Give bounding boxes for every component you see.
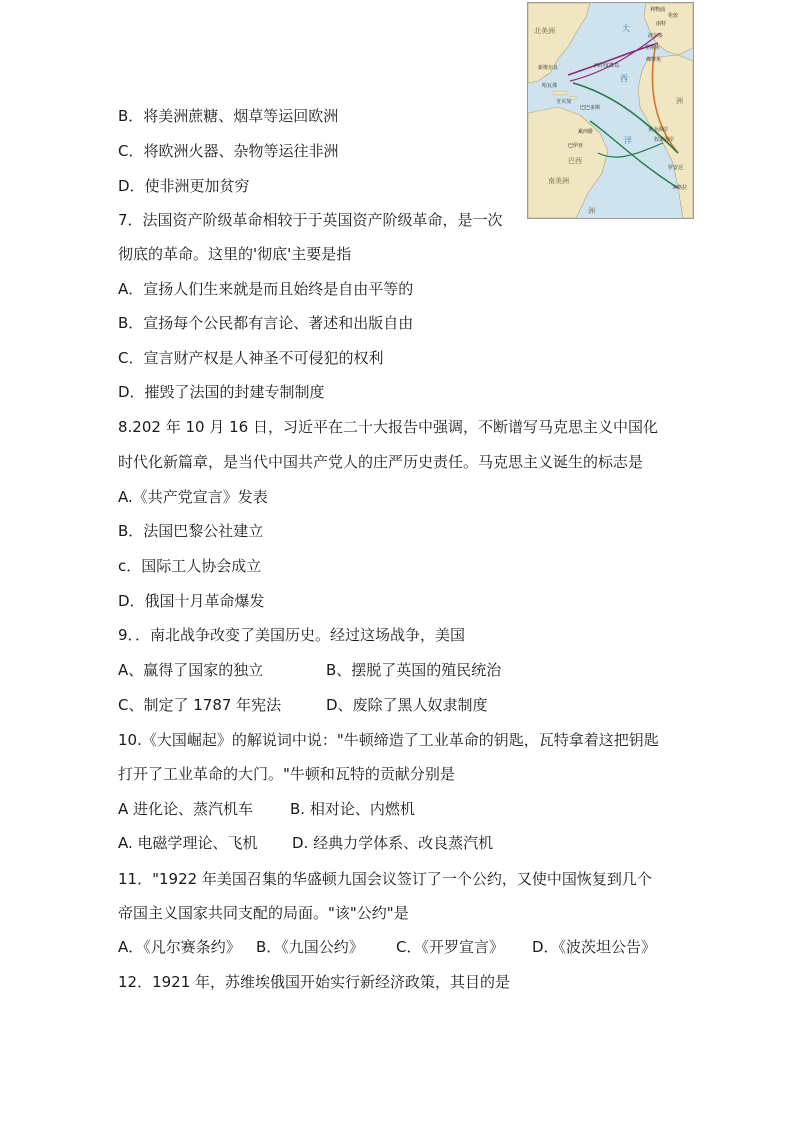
q11-stem-line1: 11．"1922 年美国召集的华盛顿九国会议签订了一个公约，又使中国恢复到几个 [118, 870, 652, 888]
map-place-label: 波尔多 [648, 33, 664, 39]
q7-option-b: B．宣扬每个公民都有言论、著述和出版自由 [118, 314, 414, 332]
q10-stem-line2: 打开了工业革命的大门。"牛顿和瓦特的贡献分别是 [118, 765, 455, 783]
map-place-label: 哈瓦那 [542, 83, 558, 89]
q11-option-d: D．《波茨坦公告》 [532, 938, 657, 956]
q11-option-a: A．《凡尔赛条约》 [118, 938, 241, 956]
map-place-label: 黄金海岸 [648, 127, 669, 133]
q8-stem-line1: 8.202 年 10 月 16 日，习近平在二十大报告中强调，不断谱写马克思主义中国化 [118, 418, 658, 436]
q11-stem-line2: 帝国主义国家共同支配的局面。"该"公约"是 [118, 904, 409, 922]
q8-option-c: c．国际工人协会成立 [118, 557, 262, 575]
q6-option-d: D．使非洲更加贫穷 [118, 177, 250, 195]
map-place-label: 伦敦 [668, 13, 679, 19]
q7-stem-line1: 7．法国资产阶级革命相较于于英国资产阶级革命，是一次 [118, 211, 503, 229]
q8-stem-line2: 时代化新篇章，是当代中国共产党人的庄严历史责任。马克思主义诞生的标志是 [118, 453, 644, 471]
map-place-label: 罗安达 [668, 165, 684, 171]
q11-option-b: B．《九国公约》 [256, 938, 364, 956]
q10-option-b: B. 相对论、内燃机 [290, 800, 415, 818]
map-place-label: 巴伊亚 [568, 143, 584, 149]
q11-option-c: C．《开罗宣言》 [396, 938, 504, 956]
q10-stem-line1: 10.《大国崛起》的解说词中说："牛顿缔造了工业革命的钥匙，瓦特拿着这把钥匙 [118, 731, 659, 749]
q10-option-c: A. 电磁学理论、飞机 [118, 834, 258, 852]
q10-option-a: A 进化论、蒸汽机车 [118, 800, 254, 818]
map-label-africa-2: 洲 [588, 207, 595, 215]
map-graphic [528, 3, 693, 218]
map-label-brazil: 巴西 [568, 157, 582, 165]
map-place-label: 本格拉 [672, 185, 688, 191]
q12-stem: 12．1921 年，苏维埃俄国开始实行新经济政策，其目的是 [118, 973, 511, 991]
map-place-label: 里斯本 [645, 45, 661, 51]
q7-option-a: A．宣扬人们生来就是而且始终是自由平等的 [118, 280, 414, 298]
map-label-africa-1: 洲 [676, 97, 683, 105]
q9-option-b: B、摆脱了英国的殖民统治 [326, 661, 502, 679]
map-place-label: 牙买加 [556, 99, 572, 105]
map-place-label: 巴巴多斯 [580, 105, 601, 111]
q7-option-d: D．摧毁了法国的封建专制制度 [118, 383, 325, 401]
q9-option-d: D、废除了黑人奴隶制度 [326, 696, 488, 714]
q8-option-a: A.《共产党宣言》发表 [118, 488, 268, 506]
q6-option-c: C．将欧洲火器、杂物等运往非洲 [118, 142, 339, 160]
q8-option-b: B．法国巴黎公社建立 [118, 522, 264, 540]
map-place-label: 佛得角 [646, 57, 662, 63]
q8-option-d: D．俄国十月革命爆发 [118, 592, 265, 610]
q7-stem-line2: 彻底的革命。这里的'彻底'主要是指 [118, 245, 352, 263]
map-label-north-america: 北美洲 [534, 27, 555, 35]
q7-option-c: C．宣言财产权是人神圣不可侵犯的权利 [118, 349, 384, 367]
map-place-label: 累西腓 [578, 129, 594, 135]
map-place-label: 南特 [656, 21, 667, 27]
map-label-xi: 西 [620, 74, 628, 83]
map-place-label: 利物浦 [650, 7, 666, 13]
map-place-label: 奴隶海岸 [654, 137, 675, 143]
q10-option-d: D. 经典力学体系、改良蒸汽机 [292, 834, 494, 852]
q9-option-c: C、制定了 1787 年宪法 [118, 696, 282, 714]
triangular-trade-map [527, 2, 694, 219]
map-label-da: 大 [622, 24, 630, 33]
map-label-yang: 洋 [624, 136, 632, 145]
q6-option-b: B．将美洲蔗糖、烟草等运回欧洲 [118, 107, 339, 125]
map-label-south-america: 南美洲 [548, 177, 569, 185]
q9-stem: 9．．南北战争改变了美国历史。经过这场战争，美国 [118, 626, 466, 644]
map-place-label: 西印度群岛 [594, 63, 620, 69]
map-place-label: 新奥尔良 [538, 65, 559, 71]
q9-option-a: A、赢得了国家的独立 [118, 661, 264, 679]
